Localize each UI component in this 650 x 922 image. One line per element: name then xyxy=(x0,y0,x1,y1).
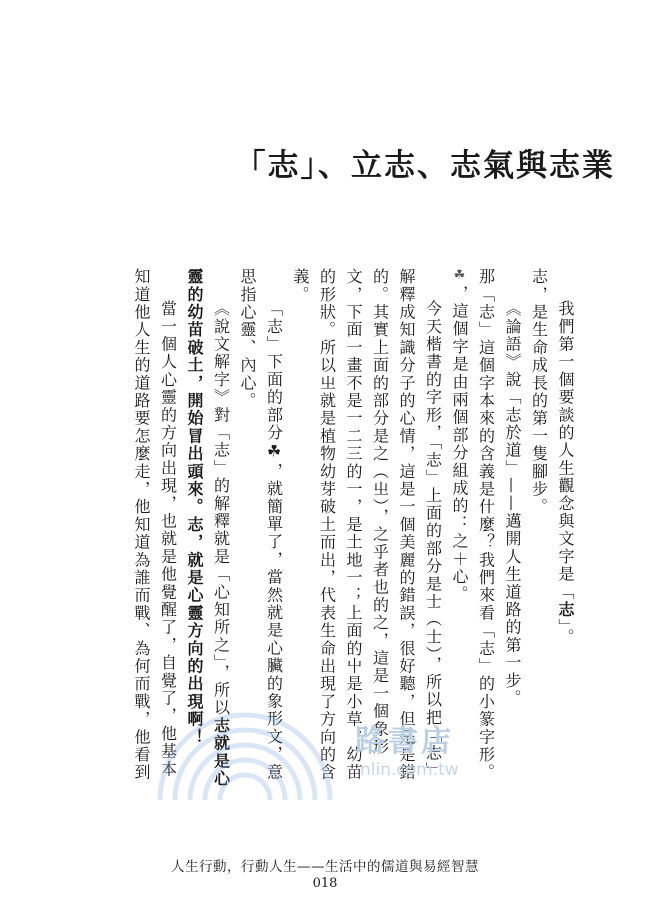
paragraph xyxy=(472,268,499,788)
emphasis-text: 志 xyxy=(556,600,575,619)
paragraph-text: 志，是生命成長的第一隻腳步。 xyxy=(529,268,549,516)
paragraph-text: 「志」下面的部分☘，就簡單了，當然就是心臟的象形文，意思指心靈、內心。 xyxy=(238,268,284,781)
paragraph xyxy=(552,268,579,788)
paragraph-text: 《論語》說「志於道」——邁開人生道路的第一步。 xyxy=(503,300,522,708)
watermark-url: nlin.com.tw xyxy=(360,760,459,780)
paragraph xyxy=(525,268,552,788)
watermark-text: 路書店 xyxy=(355,724,454,759)
paragraph-text: 今天楷書的字形，「志」上面的部分是士（士），所以把「志」解釋成知識分子的心情，這是一個美麗的錯誤，很好聽，但是是錯的。其實上面的部分是之（㞢），之乎者也的之，這是一個象形文，下面一畫不是一二三的一，是土地一；上面的屮是小草、幼苗的形狀。所以㞢就是植物幼芽破土而出，代表生命出現了方向的含義。 xyxy=(291,268,443,782)
emphasis-text: 志就是心靈的幼苗破土，開始冒出頭來。志，就是心靈方向的出現啊！ xyxy=(185,268,231,788)
paragraph-text: 當一個人心靈的方向出現，也就是他覺醒了，自覺了，他基本知道他人生的道路要怎麼走，他知道為誰而戰、為何而戰，他看到 xyxy=(132,268,178,782)
page-number: 018 xyxy=(312,876,338,891)
paragraph xyxy=(287,268,446,788)
paragraph xyxy=(128,268,181,788)
paragraph xyxy=(499,268,526,788)
paragraph xyxy=(234,268,287,788)
chapter-title: 「志」、立志、志氣與志業 xyxy=(234,148,615,184)
paragraph-text: ，這個字是由兩個部分組成的：之＋心。 xyxy=(450,284,469,604)
paragraph-text: 我們第一個要談的人生觀念與文字是「 xyxy=(556,300,575,601)
paragraph-text: ☘ xyxy=(452,268,467,285)
paragraph-text: 」。 xyxy=(556,618,575,647)
paragraph-text: 《說文解字》對「志」的解釋就是「心知所之」，所以 xyxy=(211,300,231,717)
body-text xyxy=(98,268,578,788)
paragraph xyxy=(446,268,473,788)
paragraph-text: 那「志」這個字本來的含義是什麼？我們來看「志」的小篆字形。 xyxy=(476,268,496,782)
paragraph xyxy=(181,268,234,788)
running-footer: 人生行動，行動人生——生活中的儒道與易經智慧 xyxy=(171,859,479,875)
